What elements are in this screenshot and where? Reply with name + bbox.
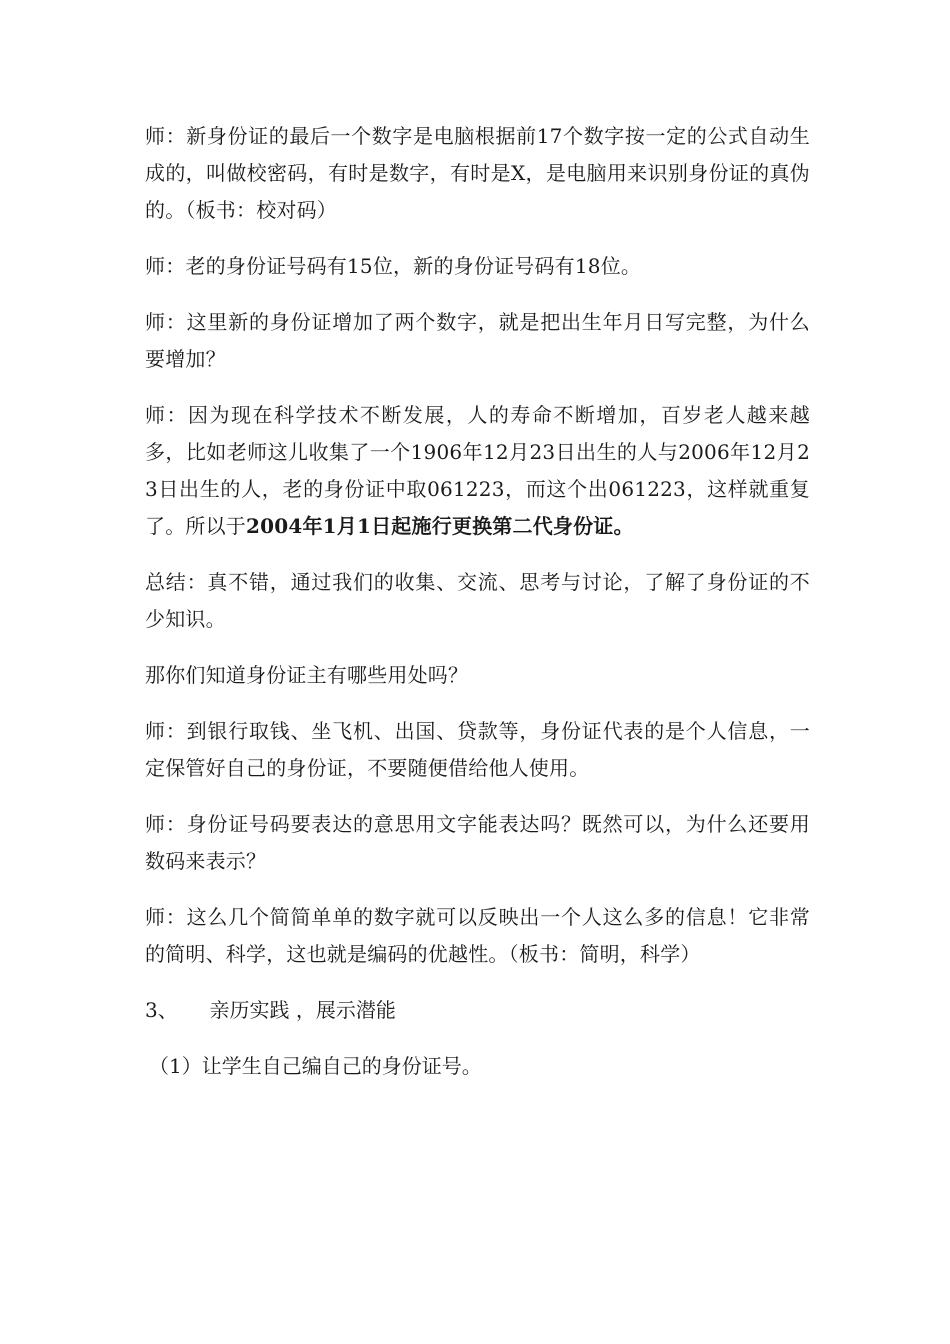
section-number: 3、 [145,998,178,1022]
section-heading [145,992,810,1029]
second-generation-id-date: 2004年1月1日起施行更换第二代身份证。 [246,514,634,538]
paragraph-century-example [145,397,810,545]
paragraph-check-digit: 师：新身份证的最后一个数字是电脑根据前17个数字按一定的公式自动生成的，叫做校密码，有时是数字，有时是X，是电脑用来识别身份证的真伪的。（板书：校对码） [145,124,810,222]
paragraph-id-length: 师：老的身份证号码有15位，新的身份证号码有18位。 [145,254,642,278]
paragraph-uses-question: 那你们知道身份证主有哪些用处吗？ [145,663,469,687]
document-body [145,118,810,1104]
paragraph-why-numbers: 师：身份证号码要表达的意思用文字能表达吗？既然可以，为什么还要用数码来表示？ [145,812,810,873]
paragraph-why-add-digits: 师：这里新的身份证增加了两个数字，就是把出生年月日写完整，为什么要增加？ [145,310,810,371]
paragraph-encoding-advantage: 师：这么几个简简单单的数字就可以反映出一个人这么多的信息！它非常的简明、科学，这也就是编码的优越性。（板书：简明，科学） [145,905,810,966]
paragraph-summary: 总结：真不错，通过我们的收集、交流、思考与讨论，了解了身份证的不少知识。 [145,570,810,631]
section-title: 亲历实践 ，展示潜能 [209,998,396,1022]
paragraph-uses-answer: 师：到银行取钱、坐飞机、出国、贷款等，身份证代表的是个人信息，一定保管好自己的身份证，不要随便借给他人使用。 [145,719,810,780]
sub-item-1: （1）让学生自己编自己的身份证号。 [149,1054,482,1078]
century-example-text: 师：因为现在科学技术不断发展，人的寿命不断增加，百岁老人越来越多，比如老师这儿收集了一个1906年12月23日出生的人与2006年12月23日出生的人，老的身份证中取061223，而这个出061223，这样就重复了。所以于 [145,403,810,538]
